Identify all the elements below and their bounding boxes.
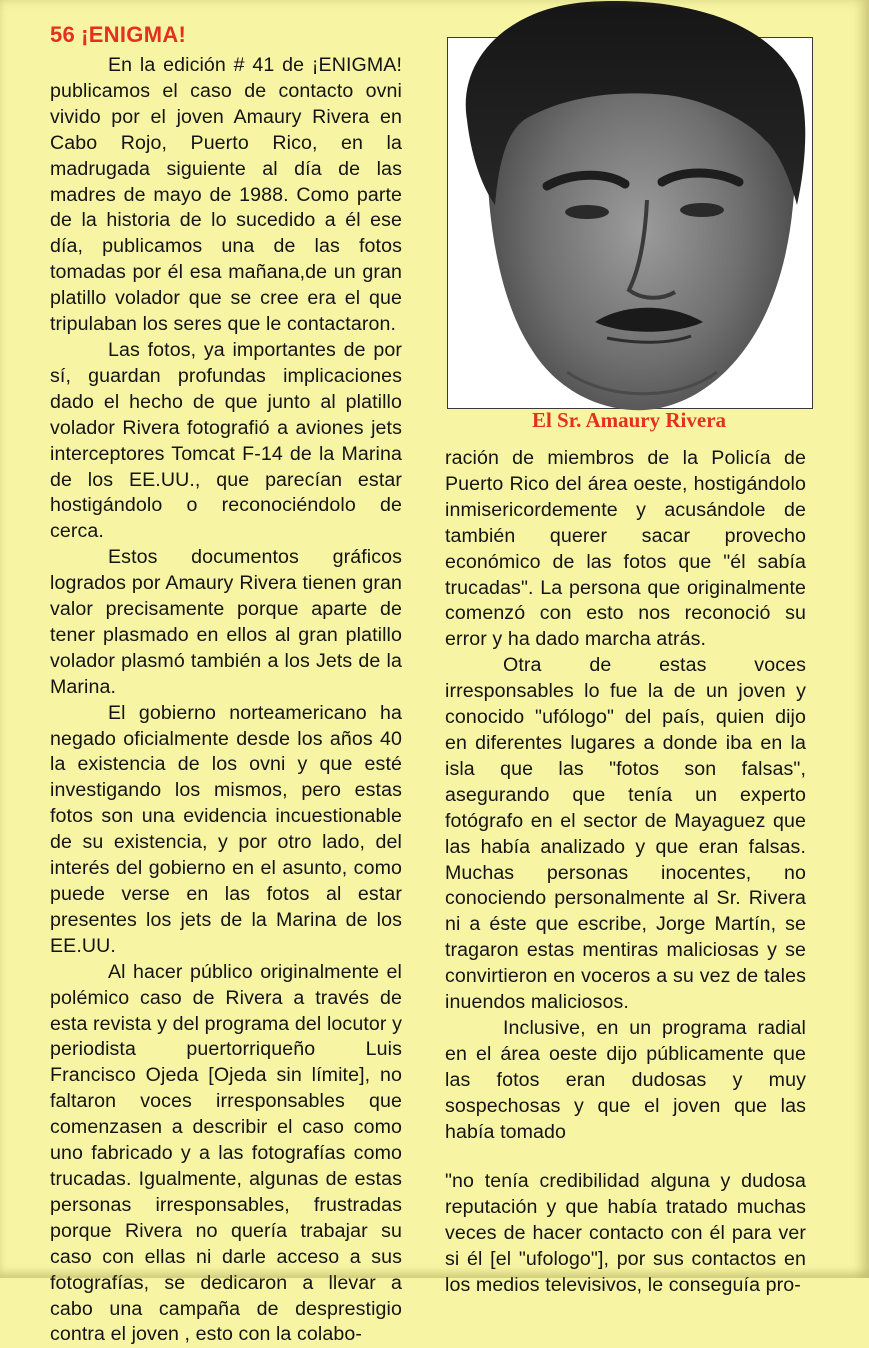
paragraph: Estos documentos gráficos logrados por Amaury Rivera tienen gran valor precisamente porque aparte de tener plasmado en ellos al gran platillo volador plasmó también a los Jets de la Marina. bbox=[50, 546, 402, 698]
portrait-photo bbox=[447, 0, 811, 410]
paragraph: Inclusive, en un programa radial en el área oeste dijo públicamente que las fotos eran dudosas y muy sospechosas y que el joven que las había tomado bbox=[445, 1016, 806, 1143]
page-header bbox=[50, 22, 186, 48]
magazine-name: ¡ENIGMA! bbox=[81, 22, 187, 47]
paragraph: En la edición # 41 de ¡ENIGMA! publicamos el caso de contacto ovni vivido por el joven Amaury Rivera en Cabo Rojo, Puerto Rico, en la madrugada siguiente al día de las madres de mayo de 1988. Como parte de la historia de lo sucedido a él ese día, publicamos una de las fotos tomadas por él esa mañana,de un gran platillo volador que se cree era el que tripulaban los seres que le contactaron. bbox=[50, 54, 402, 336]
paragraph: ración de miembros de la Policía de Puerto Rico del área oeste, hostigándolo inmisericordemente y acusándole de también querer sacar provecho económico de las fotos que "él sabía trucadas". La persona que originalmente comenzó con esto nos reconoció su error y ha dado marcha atrás. bbox=[445, 447, 806, 651]
page-number: 56 bbox=[50, 22, 76, 47]
paragraph: El gobierno norteamericano ha negado oficialmente desde los años 40 la existencia de los ovni y que esté investigando los mismos, pero estas fotos son una evidencia incuestionable de su existencia, y por otro lado, del interés del gobierno en el asunto, como puede verse en las fotos al estar presentes los jets de la Marina de los EE.UU. bbox=[50, 701, 402, 957]
left-text-column bbox=[50, 53, 402, 1348]
right-text-column bbox=[445, 446, 806, 1299]
paragraph: Otra de estas voces irresponsables lo fue la de un joven y conocido "ufólogo" del país, quien dijo en diferentes lugares a donde iba en la isla que las "fotos son falsas", asegurando que tenía un experto fotógrafo en el sector de Mayaguez que las había analizado y que eran falsas. Muchas personas inocentes, no conociendo personalmente al Sr. Rivera ni a éste que escribe, Jorge Martín, se tragaron estas mentiras maliciosas y se convirtieron en voceros a su vez de tales inuendos maliciosos. bbox=[445, 654, 806, 1014]
paragraph: "no tenía credibilidad alguna y dudosa reputación y que había tratado muchas veces de hacer contacto con él para ver si él [el "ufologo"], por sus contactos en los medios televisivos, le conseguía pro- bbox=[445, 1170, 806, 1297]
paragraph: Las fotos, ya importantes de por sí, guardan profundas implicaciones dado el hecho de que junto al platillo volador Rivera fotografió a aviones jets interceptores Tomcat F-14 de la Marina de los EE.UU., que parecían estar hostigándolo o reconociéndolo de cerca. bbox=[50, 338, 402, 543]
paragraph: Al hacer público originalmente el polémico caso de Rivera a través de esta revista y del programa del locutor y periodista puertorriqueño Luis Francisco Ojeda [Ojeda sin límite], no faltaron voces irresponsables que comenzasen a describir el caso como uno fabricado y a las fotografías como trucadas. Igualmente, algunas de estas personas irresponsables, frustradas porque Rivera no quería trabajar su caso con ellas ni darle acceso a sus fotografías, se dedicaron a llevar a cabo una campaña de desprestigio contra el joven , esto con la colabo- bbox=[50, 960, 402, 1346]
photo-caption: El Sr. Amaury Rivera bbox=[531, 408, 727, 432]
